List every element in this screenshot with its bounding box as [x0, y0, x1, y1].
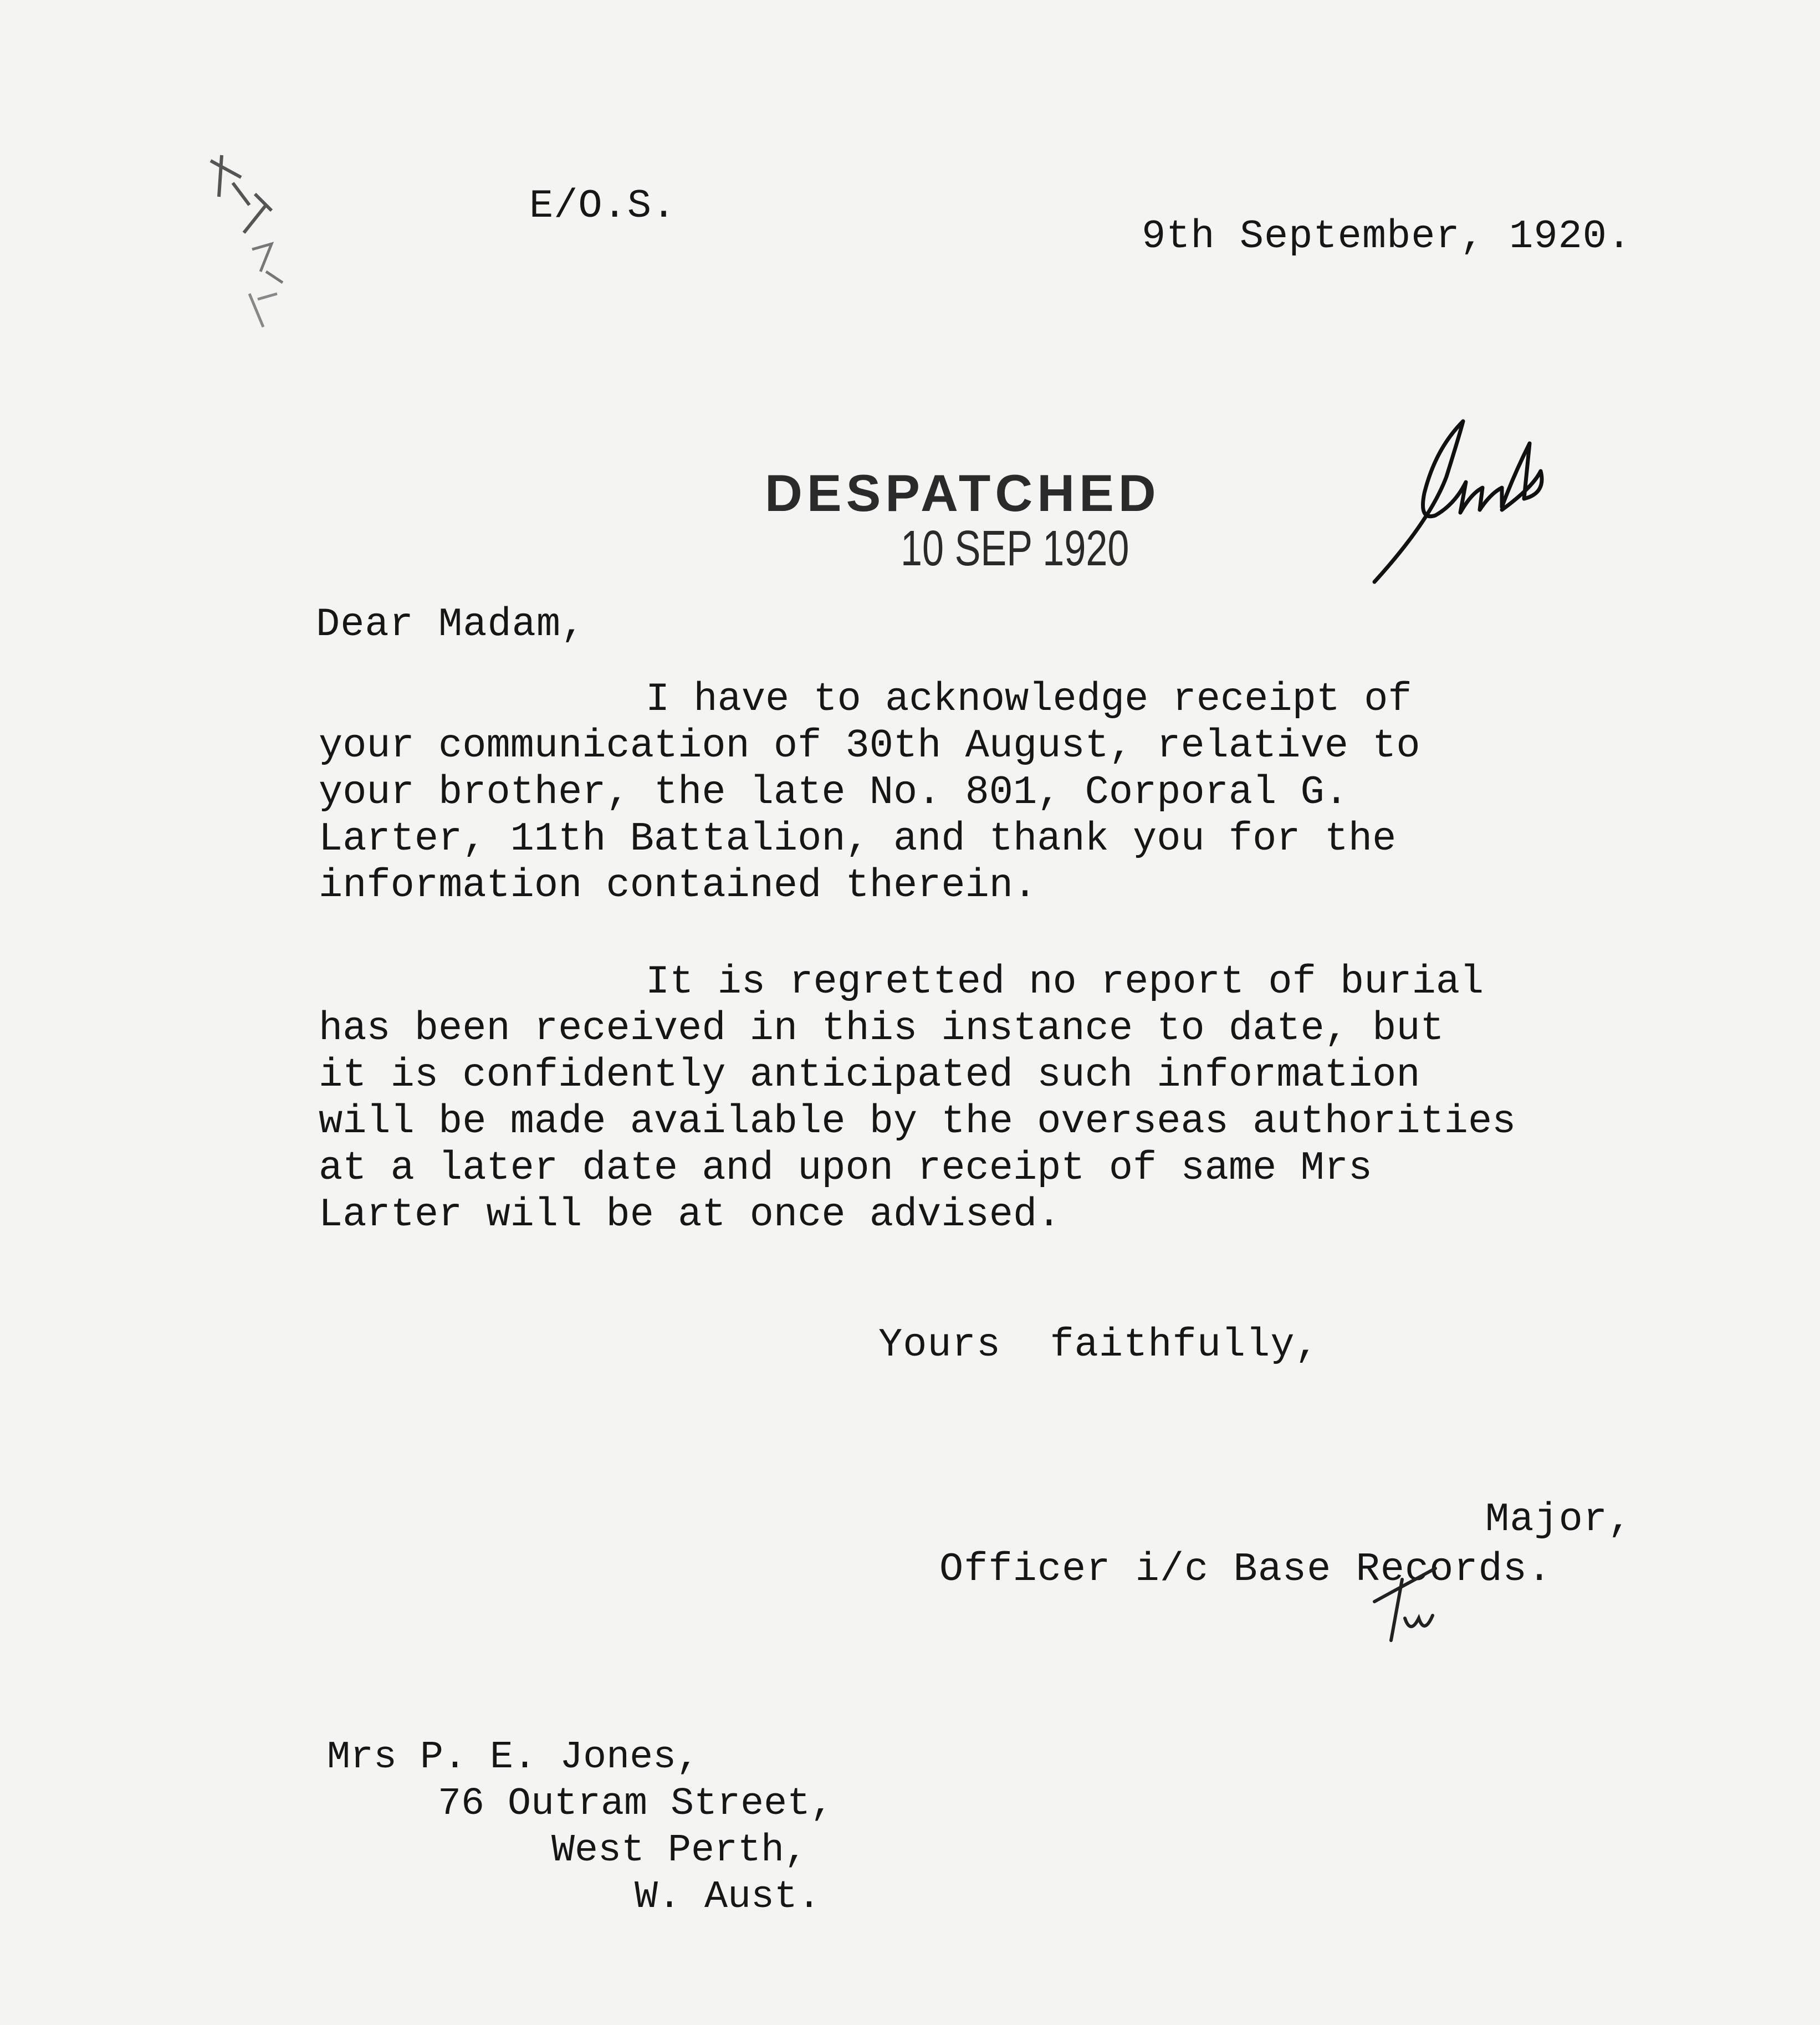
- closing: Yours faithfully,: [878, 1322, 1320, 1368]
- address-line-name: Mrs P. E. Jones,: [327, 1736, 700, 1779]
- handwritten-initials-signature: [1363, 410, 1563, 593]
- body-paragraph-2: It is regretted no report of burial has been received in this instance to date, but it is confidently anticipated such information will be made available by the overseas authorities at a later date and upon receipt of same Mrs Larter will be at once advised.: [319, 959, 1516, 1238]
- stamp-date: 10 SEP 1920: [901, 521, 1129, 576]
- margin-annotation-mark: [188, 144, 299, 344]
- address-line-state: W. Aust.: [635, 1875, 821, 1919]
- despatched-stamp: [765, 466, 1230, 576]
- signatory-rank: Major,: [1485, 1497, 1633, 1542]
- reference-code: E/O.S.: [529, 183, 677, 229]
- salutation: Dear Madam,: [316, 602, 586, 647]
- signatory-office: Officer i/c Base Records.: [939, 1547, 1552, 1592]
- address-line-suburb: West Perth,: [551, 1829, 808, 1873]
- handwritten-per-initials: [1369, 1552, 1469, 1646]
- stamp-word: DESPATCHED: [765, 464, 1160, 522]
- address-line-street: 76 Outram Street,: [438, 1782, 834, 1826]
- letter-date: 9th September, 1920.: [1142, 214, 1632, 259]
- body-paragraph-1: I have to acknowledge receipt of your communication of 30th August, relative to your brother, the late No. 801, Corporal G. Larter, 11th Battalion, and thank you for the information contained therein.: [319, 677, 1420, 908]
